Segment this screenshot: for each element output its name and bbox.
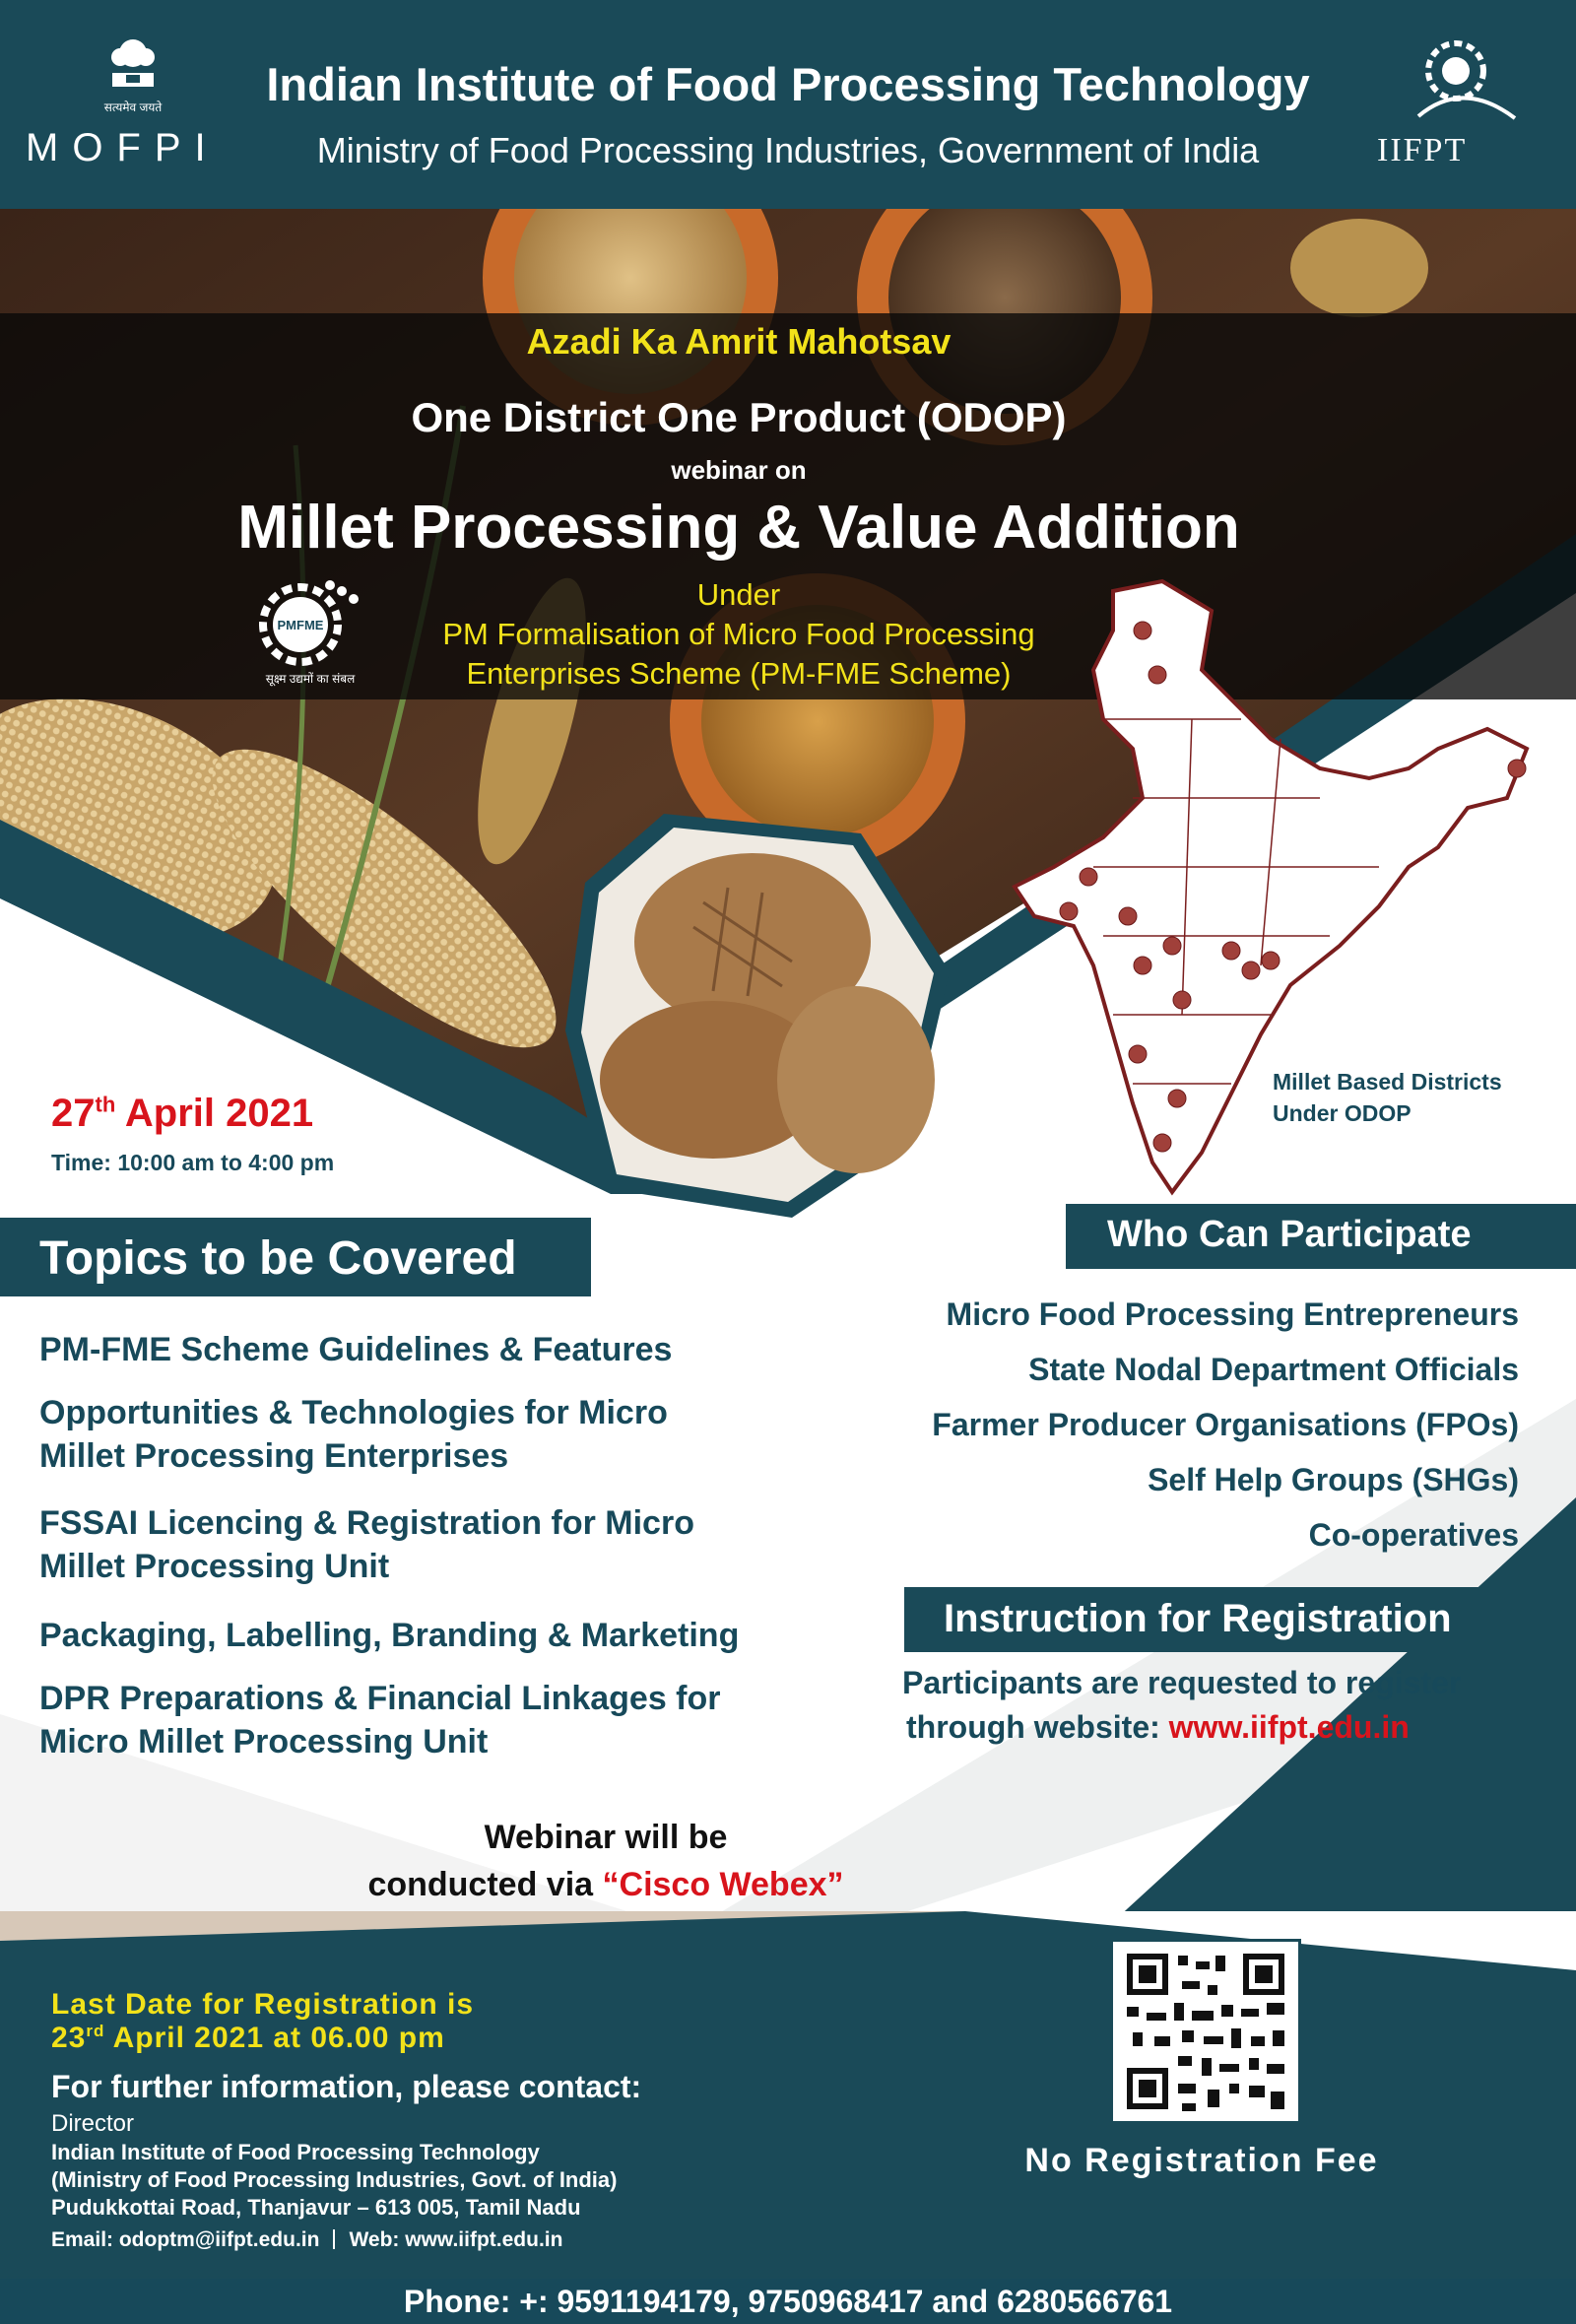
scheme-line-2: Enterprises Scheme (PM-FME Scheme) (466, 656, 1012, 691)
event-date (51, 1092, 313, 1136)
qr-code-icon (1113, 1942, 1298, 2121)
last-date-line-2 (51, 2022, 445, 2055)
national-emblem-icon (98, 30, 167, 99)
separator (333, 2229, 335, 2249)
webinar-title: Millet Processing & Value Addition (237, 494, 1240, 562)
participants-heading-bar (1066, 1204, 1576, 1269)
address-line: Pudukkottai Road, Thanjavur – 613 005, Tamil Nadu (51, 2195, 581, 2220)
org-name: Indian Institute of Food Processing Technology (266, 58, 1310, 110)
mofpi-logo-text: MOFPI (26, 126, 220, 169)
registration-website-link[interactable]: www.iifpt.edu.in (1168, 1709, 1410, 1745)
topic-line: DPR Preparations & Financial Linkages for (39, 1680, 721, 1717)
programme-name: One District One Product (ODOP) (411, 394, 1067, 440)
participant-item: Self Help Groups (SHGs) (1148, 1462, 1519, 1497)
topic-line: Opportunities & Technologies for Micro (39, 1394, 668, 1431)
topics-heading-bar (0, 1218, 591, 1296)
topic-line: FSSAI Licencing & Registration for Micro (39, 1504, 694, 1542)
date-suffix: th (95, 1092, 116, 1117)
registration-line-2 (906, 1709, 1410, 1746)
last-date-line-1: Last Date for Registration is (51, 1988, 475, 2021)
under-label: Under (696, 577, 781, 612)
web-link[interactable]: Web: www.iifpt.edu.in (349, 2228, 563, 2251)
platform-line-2 (0, 1866, 1212, 1904)
address-line: (Ministry of Food Processing Industries, Govt. of India) (51, 2167, 618, 2192)
contact-heading: For further information, please contact: (51, 2069, 642, 2104)
date-day: 27 (51, 1092, 96, 1135)
qr-code[interactable] (1110, 1939, 1301, 2124)
registration-heading-bar (904, 1587, 1576, 1652)
pmfme-tagline: सूक्ष्म उद्यमों का संबल (265, 672, 356, 686)
map-caption-line-1: Millet Based Districts (1273, 1069, 1502, 1095)
platform-line-1: Webinar will be (484, 1819, 728, 1856)
participant-item: Co-operatives (1308, 1517, 1519, 1553)
last-date-rest: April 2021 at 06.00 pm (104, 2022, 445, 2054)
date-month-year: April 2021 (115, 1092, 314, 1135)
pmfme-logo-text: PMFME (277, 618, 324, 632)
iifpt-logo-icon (1409, 30, 1517, 128)
map-caption-line-2: Under ODOP (1273, 1100, 1412, 1126)
participant-item: Farmer Producer Organisations (FPOs) (932, 1407, 1519, 1442)
address-line: Indian Institute of Food Processing Technology (51, 2140, 540, 2164)
millet-cookies-photo (565, 814, 950, 1218)
topics-heading: Topics to be Covered (39, 1232, 517, 1285)
topic-item (39, 1677, 827, 1763)
topic-line: Packaging, Labelling, Branding & Marketing (39, 1617, 740, 1654)
participant-item: State Nodal Department Officials (1028, 1352, 1519, 1387)
footer-background (0, 1911, 1576, 2324)
platform-prefix: conducted via (367, 1866, 603, 1903)
topic-line: Millet Processing Unit (39, 1548, 390, 1585)
no-fee-label: No Registration Fee (1024, 2142, 1379, 2179)
platform-name: “Cisco Webex” (602, 1866, 844, 1903)
last-date-day: 23 (51, 2022, 87, 2054)
registration-heading: Instruction for Registration (944, 1597, 1452, 1640)
topic-line: Millet Processing Enterprises (39, 1437, 509, 1475)
event-time: Time: 10:00 am to 4:00 pm (51, 1150, 335, 1175)
registration-line-1: Participants are requested to register (902, 1665, 1462, 1700)
map-caption (1273, 1066, 1502, 1129)
pmfme-logo-icon (251, 573, 369, 672)
campaign-name: Azadi Ka Amrit Mahotsav (526, 321, 952, 362)
address-line: Director (51, 2110, 135, 2137)
topic-item (39, 1614, 827, 1657)
email-web-line (51, 2228, 562, 2252)
scheme-line-1: PM Formalisation of Micro Food Processing (442, 617, 1035, 651)
webinar-on-label: webinar on (671, 455, 807, 485)
iifpt-logo-text: IIFPT (1377, 132, 1468, 168)
participant-item: Micro Food Processing Entrepreneurs (946, 1296, 1519, 1332)
phone-numbers: Phone: +: 9591194179, 9750968417 and 6280566761 (403, 2284, 1173, 2319)
topic-line: PM-FME Scheme Guidelines & Features (39, 1331, 673, 1368)
ministry-name: Ministry of Food Processing Industries, Government of India (316, 130, 1260, 170)
last-date-suffix: rd (86, 2022, 105, 2040)
registration-prefix: through website: (906, 1709, 1169, 1745)
emblem-motto: सत्यमेव जयते (103, 100, 163, 114)
topic-line: Micro Millet Processing Unit (39, 1723, 489, 1760)
email-link[interactable]: Email: odoptm@iifpt.edu.in (51, 2228, 320, 2251)
participants-heading: Who Can Participate (1107, 1214, 1472, 1255)
